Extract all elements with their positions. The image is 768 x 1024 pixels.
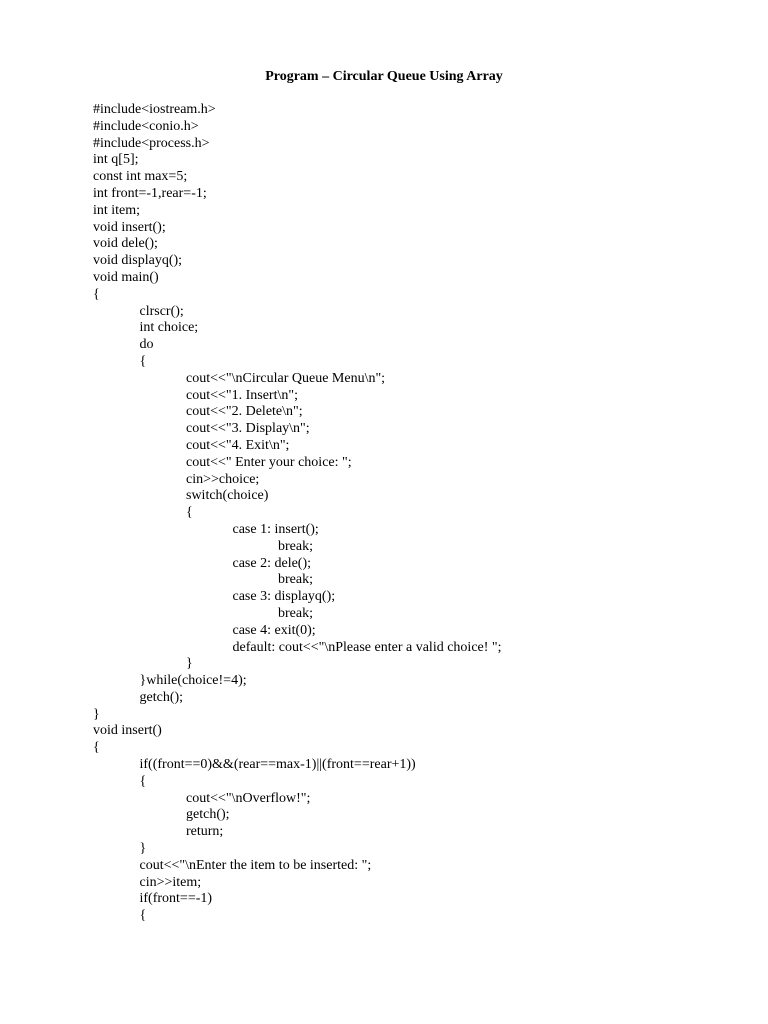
code-line: return;: [186, 824, 224, 840]
code-line: switch(choice): [186, 488, 269, 504]
code-line: break;: [278, 605, 313, 621]
code-line: do: [139, 337, 154, 353]
code-listing: [93, 102, 502, 925]
code-line: clrscr();: [139, 303, 184, 319]
code-line: getch();: [186, 807, 230, 823]
code-line: {: [139, 773, 147, 789]
code-line: int item;: [93, 202, 141, 218]
code-line: if((front==0)&&(rear==max-1)||(front==rear+1)): [139, 757, 416, 773]
code-line: }: [93, 706, 100, 722]
code-line: cout<<" Enter your choice: ";: [186, 454, 352, 470]
code-line: case 4: exit(0);: [232, 622, 316, 638]
code-line: int choice;: [139, 320, 199, 336]
code-line: cout<<"\nOverflow!";: [186, 790, 311, 806]
code-line: cin>>choice;: [186, 471, 260, 487]
code-line: break;: [278, 538, 313, 554]
code-line: getch();: [139, 689, 184, 705]
code-line: const int max=5;: [93, 169, 188, 185]
code-line: cout<<"1. Insert\n";: [186, 387, 298, 403]
code-line: {: [93, 286, 100, 302]
code-line: cout<<"\nEnter the item to be inserted: ";: [139, 857, 372, 873]
code-line: #include<process.h>: [93, 135, 210, 151]
code-line: int q[5];: [93, 152, 139, 168]
code-line: }: [186, 656, 193, 672]
code-line: void insert(): [93, 723, 162, 739]
code-line: void dele();: [93, 236, 158, 252]
code-line: case 1: insert();: [232, 521, 319, 537]
code-line: #include<iostream.h>: [93, 102, 216, 117]
code-line: case 3: displayq();: [232, 589, 336, 605]
code-line: {: [139, 353, 147, 369]
code-line: {: [186, 505, 193, 521]
code-line: {: [93, 740, 100, 756]
code-line: cin>>item;: [139, 874, 202, 890]
document-title: Program – Circular Queue Using Array: [265, 69, 503, 84]
code-line: default: cout<<"\nPlease enter a valid choice! ";: [232, 639, 502, 655]
code-line: cout<<"\nCircular Queue Menu\n";: [186, 370, 386, 386]
code-line: int front=-1,rear=-1;: [93, 185, 207, 201]
code-line: #include<conio.h>: [93, 118, 199, 134]
code-line: cout<<"4. Exit\n";: [186, 437, 290, 453]
code-line: break;: [278, 572, 313, 588]
code-line: cout<<"2. Delete\n";: [186, 404, 303, 420]
code-line: }while(choice!=4);: [139, 673, 247, 689]
code-line: cout<<"3. Display\n";: [186, 421, 310, 437]
code-line: }: [139, 841, 147, 857]
code-line: case 2: dele();: [232, 555, 312, 571]
code-line: {: [139, 908, 147, 924]
code-line: void insert();: [93, 219, 166, 235]
code-line: if(front==-1): [139, 891, 213, 907]
code-line: void main(): [93, 269, 159, 285]
code-line: void displayq();: [93, 253, 183, 269]
